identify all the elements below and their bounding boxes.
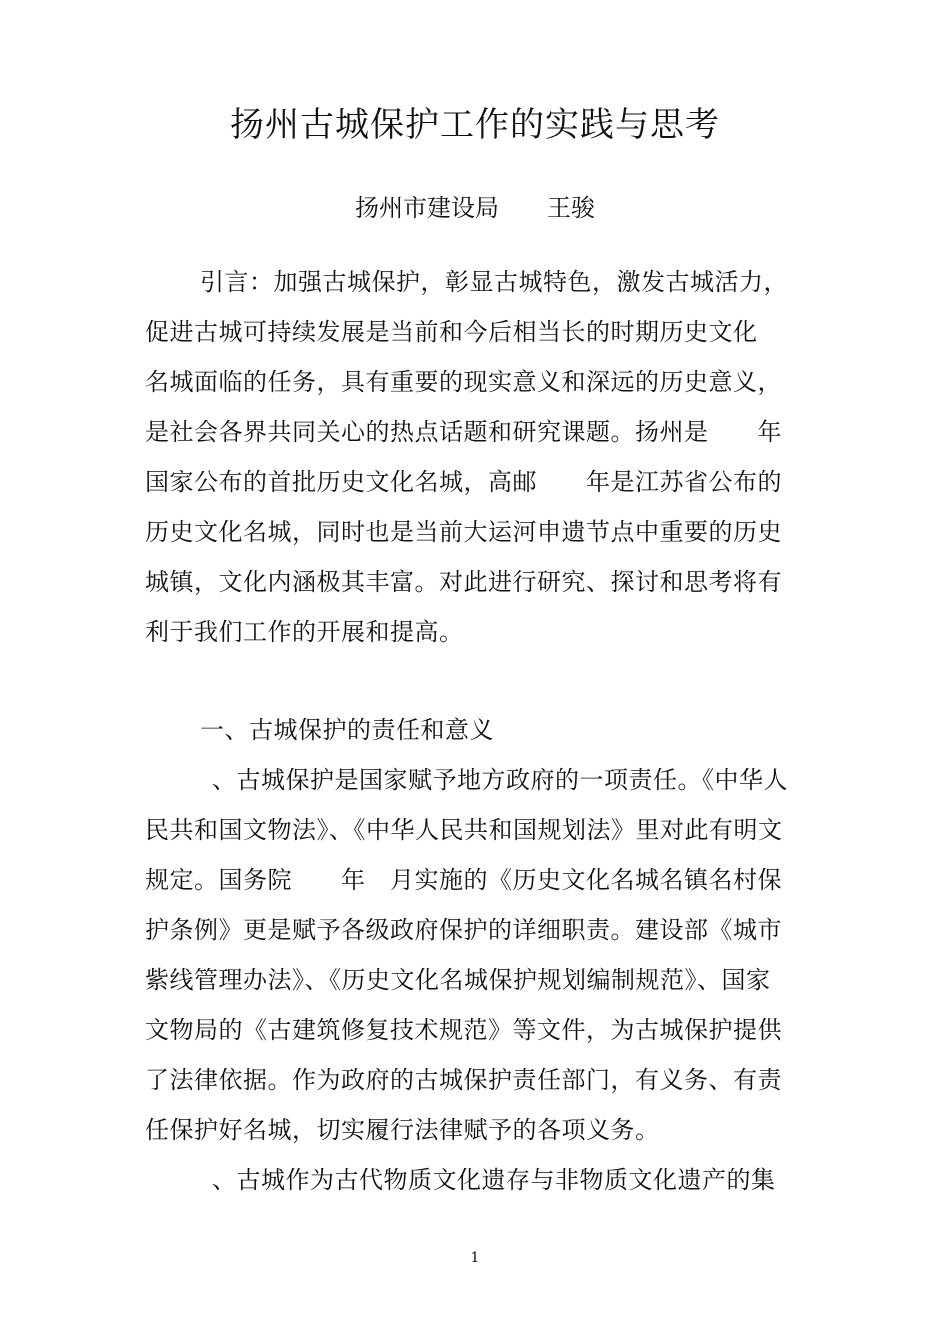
intro-line: 历史文化名城，同时也是当前大运河申遗节点中重要的历史 bbox=[145, 518, 782, 546]
document-title: 扬州古城保护工作的实践与思考 bbox=[230, 105, 720, 145]
intro-line: 名城面临的任务，具有重要的现实意义和深远的历史意义， bbox=[145, 368, 782, 396]
intro-line: 国家公布的首批历史文化名城，高邮 年是江苏省公布的 bbox=[145, 468, 782, 496]
page-number: 1 bbox=[470, 1250, 480, 1266]
paragraph-line: 任保护好名城，切实履行法律赋予的各项义务。 bbox=[145, 1116, 660, 1144]
paragraph-line: 、古城作为古代物质文化遗存与非物质文化遗产的集 bbox=[212, 1166, 776, 1194]
paragraph-line: 护条例》更是赋予各级政府保护的详细职责。建设部《城市 bbox=[145, 916, 782, 944]
paragraph-line: 规定。国务院 年 月实施的《历史文化名城名镇名村保 bbox=[145, 866, 782, 894]
intro-line: 引言：加强古城保护，彰显古城特色，激发古城活力， bbox=[200, 268, 788, 296]
intro-line: 是社会各界共同关心的热点话题和研究课题。扬州是 年 bbox=[145, 418, 782, 446]
author-organization: 扬州市建设局 bbox=[355, 194, 499, 222]
section-heading: 一、古城保护的责任和意义 bbox=[200, 716, 494, 744]
paragraph-line: 民共和国文物法》、《中华人民共和国规划法》里对此有明文 bbox=[145, 816, 783, 844]
paragraph-line: 了法律依据。作为政府的古城保护责任部门，有义务、有责 bbox=[145, 1066, 782, 1094]
author-name: 王骏 bbox=[547, 194, 595, 222]
intro-line: 促进古城可持续发展是当前和今后相当长的时期历史文化 bbox=[145, 318, 758, 346]
intro-line: 城镇，文化内涵极其丰富。对此进行研究、探讨和思考将有 bbox=[145, 568, 782, 596]
paragraph-line: 紫线管理办法》、《历史文化名城保护规划编制规范》、国家 bbox=[145, 966, 771, 994]
paragraph-line: 文物局的《古建筑修复技术规范》等文件，为古城保护提供 bbox=[145, 1016, 782, 1044]
author-line bbox=[0, 188, 950, 228]
intro-line: 利于我们工作的开展和提高。 bbox=[145, 618, 464, 646]
paragraph-line: 、古城保护是国家赋予地方政府的一项责任。《中华人 bbox=[212, 766, 788, 794]
